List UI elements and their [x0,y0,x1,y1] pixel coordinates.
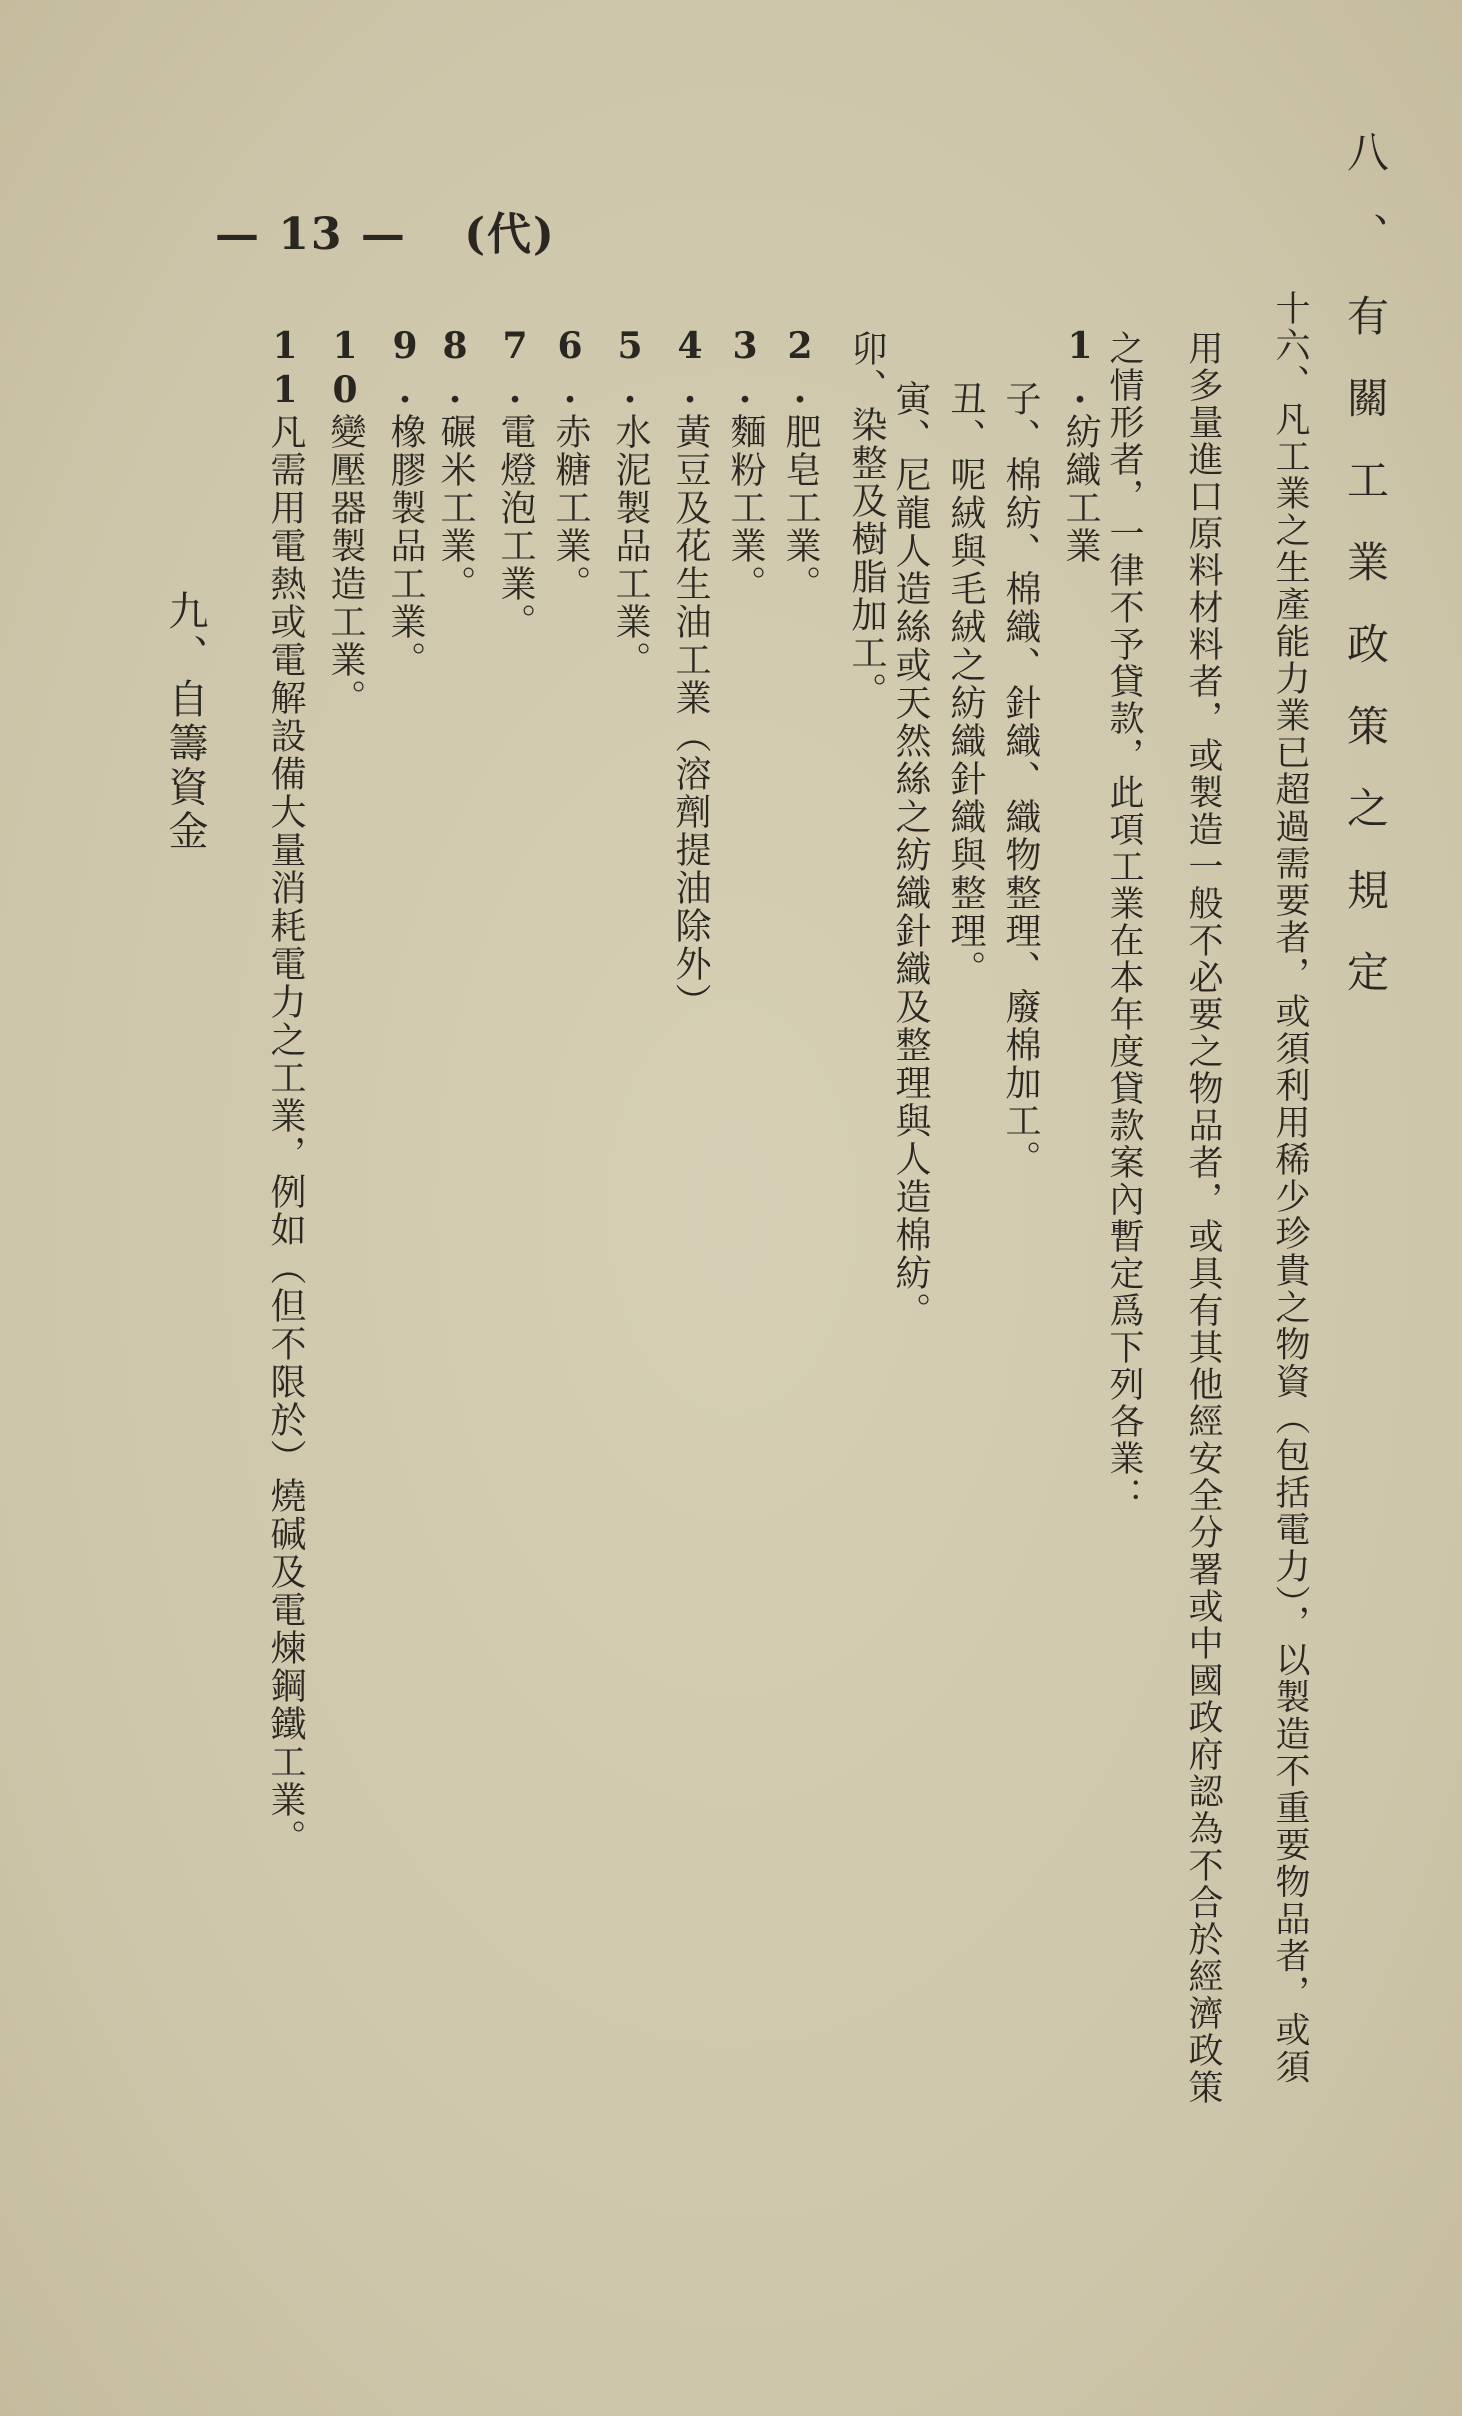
item-number: 3. [724,325,766,413]
page-number-line [215,198,556,262]
list-item [434,325,476,603]
item-text: 子、棉紡、棉織、針織、織物整理、廢棉加工。 [1000,380,1041,1178]
list-item [779,325,821,603]
item-text: 丑、呢絨與毛絨之紡織針織與整理。 [945,380,986,988]
list-item [724,325,766,603]
list-item [1059,325,1101,565]
item-text: 橡膠製品工業。 [385,413,426,679]
list-item [494,325,536,641]
item-text: 赤糖工業。 [550,413,591,603]
item-text: 寅、尼龍人造絲或天然絲之紡織針織及整理與人造棉紡。 [890,380,931,1330]
list-item [609,325,651,679]
list-item [669,325,711,1021]
list-item [264,325,306,1857]
item-number: 4. [669,325,711,413]
item-text: 變壓器製造工業。 [325,413,366,717]
paragraph-line: 十六、凡工業之生產能力業已超過需要者，或須利用稀少珍貴之物資（包括電力），以製造不重要物品者，或須 [1270,290,1310,2086]
list-item [1000,380,1041,1178]
section-heading: 八、有關工業政策之規定 [1341,130,1390,1032]
item-text: 卯、染整及樹脂加工。 [846,330,887,710]
list-item [324,325,366,717]
item-text: 紡織工業 [1060,413,1101,565]
list-item [846,330,887,710]
list-item [549,325,591,603]
item-number: 5. [609,325,651,413]
item-number: 8. [434,325,476,413]
item-number: 6. [549,325,591,413]
item-number: 2. [779,325,821,413]
list-item [384,325,426,679]
next-section-heading: 九、自籌資金 [162,590,208,854]
item-text: 肥皂工業。 [780,413,821,603]
item-text: 麵粉工業。 [725,413,766,603]
list-item [945,380,986,988]
item-number: 11 [264,325,306,413]
item-number: 9. [384,325,426,413]
item-text: 凡需用電熱或電解設備大量消耗電力之工業，例如（但不限於）燒碱及電煉鋼鐵工業。 [265,413,306,1857]
item-number: 10 [324,325,366,413]
item-text: 碾米工業。 [435,413,476,603]
page-number: — 13 — [215,209,407,260]
list-item [890,380,931,1330]
item-text: 水泥製品工業。 [610,413,651,679]
item-text: 黃豆及花生油工業（溶劑提油除外） [670,413,711,1021]
paragraph-line: 用多量進口原料材料者，或製造一般不必要之物品者，或具有其他經安全分署或中國政府認為不合於經濟政策 [1183,330,1223,2106]
page-mark: (代) [464,209,556,260]
item-number: 7. [494,325,536,413]
item-text: 電燈泡工業。 [495,413,536,641]
paragraph-line: 之情形者，一律不予貸款，此項工業在本年度貸款案內暫定爲下列各業： [1104,330,1144,1514]
item-number: 1. [1059,325,1101,413]
